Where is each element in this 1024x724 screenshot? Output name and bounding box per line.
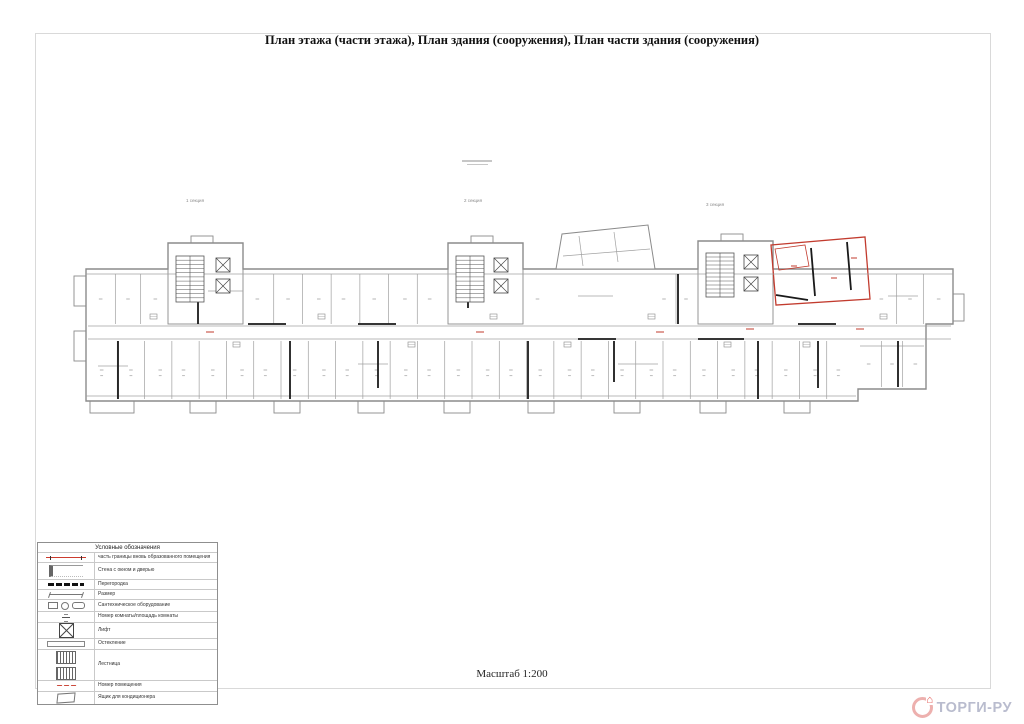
legend-label: Лифт bbox=[94, 623, 217, 638]
room-label-mark bbox=[342, 298, 346, 299]
room-label-mark bbox=[538, 369, 542, 370]
room-label-mark bbox=[182, 369, 186, 370]
room-label-mark bbox=[620, 369, 624, 370]
dimension-symbol bbox=[38, 594, 94, 595]
sanitary-symbol bbox=[38, 602, 94, 610]
room-label-mark bbox=[428, 375, 431, 376]
legend-row-red-line bbox=[38, 552, 217, 562]
legend-label: Лестница bbox=[94, 650, 217, 680]
room-label-mark bbox=[100, 375, 103, 376]
plan-block bbox=[74, 331, 86, 361]
plan-block bbox=[471, 236, 493, 243]
legend-row-dimension bbox=[38, 589, 217, 599]
legend-label: часть границы вновь образованного помещения bbox=[94, 553, 217, 562]
room-label-mark bbox=[158, 369, 162, 370]
premises-number-symbol bbox=[38, 685, 94, 686]
legend-label: Стена с окном и дверью bbox=[94, 563, 217, 579]
room-label-mark bbox=[673, 375, 676, 376]
room-label-mark bbox=[293, 375, 296, 376]
room-label-mark bbox=[130, 375, 133, 376]
room-label-mark bbox=[867, 363, 871, 364]
room-label-mark bbox=[322, 369, 326, 370]
legend-title: Условные обозначения bbox=[95, 544, 160, 551]
house-icon: ⌂ bbox=[926, 694, 934, 706]
room-label-mark bbox=[293, 369, 297, 370]
room-label-mark bbox=[813, 369, 817, 370]
plan-block bbox=[358, 401, 384, 413]
room-label-mark bbox=[404, 375, 407, 376]
room-label-mark bbox=[702, 369, 706, 370]
room-label-mark bbox=[428, 298, 432, 299]
room-label-mark bbox=[211, 369, 215, 370]
room-label-mark bbox=[837, 375, 840, 376]
plan-block bbox=[953, 294, 964, 321]
room-label-mark bbox=[264, 369, 268, 370]
room-label-mark bbox=[457, 369, 461, 370]
torgi-ru-logo-icon bbox=[912, 694, 934, 718]
legend-row-room-number bbox=[38, 611, 217, 622]
room-label-mark bbox=[650, 369, 654, 370]
room-label-mark bbox=[662, 298, 666, 299]
room-label-mark bbox=[403, 298, 407, 299]
room-label-mark bbox=[937, 298, 941, 299]
room-label-mark bbox=[914, 363, 918, 364]
legend-label: Сантехническое оборудование bbox=[94, 600, 217, 611]
room-label-mark bbox=[890, 363, 894, 364]
legend-label: Остекление bbox=[94, 639, 217, 649]
bearing-wall bbox=[847, 242, 851, 290]
legend-row-glazing bbox=[38, 638, 217, 649]
room-label-mark bbox=[591, 369, 595, 370]
section-label: 1 секция bbox=[186, 198, 205, 203]
plan-block bbox=[74, 276, 86, 306]
room-label-mark bbox=[126, 298, 130, 299]
room-label-mark bbox=[240, 369, 244, 370]
room-label-mark bbox=[837, 369, 841, 370]
room-label-mark bbox=[317, 298, 321, 299]
room-label-mark bbox=[486, 375, 489, 376]
partition-symbol bbox=[38, 583, 94, 586]
room-label-mark bbox=[346, 375, 349, 376]
room-label-mark bbox=[99, 298, 103, 299]
legend-label: Перегородка bbox=[94, 580, 217, 589]
room-label-mark bbox=[457, 375, 460, 376]
room-label-mark bbox=[621, 375, 624, 376]
room-label-mark bbox=[731, 369, 735, 370]
room-label-mark bbox=[510, 375, 513, 376]
room-label-mark bbox=[154, 298, 158, 299]
legend-label: Ящик для кондиционера bbox=[94, 692, 217, 704]
room-label-mark bbox=[880, 298, 884, 299]
room-label-mark bbox=[286, 298, 290, 299]
room-label-mark bbox=[241, 375, 244, 376]
room-label-mark bbox=[673, 369, 677, 370]
room-label-mark bbox=[703, 375, 706, 376]
plan-block bbox=[191, 236, 213, 243]
legend-row-premises-number bbox=[38, 680, 217, 691]
room-label-mark bbox=[732, 375, 735, 376]
glazing-symbol bbox=[38, 641, 94, 647]
room-label-mark bbox=[159, 375, 162, 376]
plan-block bbox=[274, 401, 300, 413]
room-label-mark bbox=[427, 369, 431, 370]
room-label-mark bbox=[784, 369, 788, 370]
plan-block bbox=[700, 401, 726, 413]
room-label-mark bbox=[568, 375, 571, 376]
bearing-wall bbox=[811, 248, 815, 296]
floor-plan-svg bbox=[58, 196, 968, 426]
room-label-mark bbox=[784, 375, 787, 376]
room-label-mark bbox=[100, 369, 104, 370]
plan-block bbox=[528, 401, 554, 413]
room-label-mark bbox=[372, 298, 376, 299]
legend-row-sanitary bbox=[38, 599, 217, 611]
ac-box-symbol bbox=[38, 693, 94, 703]
rotated-joint-block bbox=[556, 225, 655, 269]
plan-block bbox=[444, 401, 470, 413]
room-label-mark bbox=[323, 375, 326, 376]
room-label-mark bbox=[591, 375, 594, 376]
plan-block bbox=[614, 401, 640, 413]
legend-row-partition bbox=[38, 579, 217, 589]
room-label-mark bbox=[404, 369, 408, 370]
plan-block bbox=[190, 401, 216, 413]
plan-block bbox=[721, 234, 743, 241]
room-label-mark bbox=[182, 375, 185, 376]
room-label-mark bbox=[536, 298, 540, 299]
room-label-mark bbox=[211, 375, 214, 376]
room-label-mark bbox=[814, 375, 817, 376]
wall-symbol bbox=[38, 565, 94, 577]
legend-row-wall bbox=[38, 562, 217, 579]
room-label-mark bbox=[539, 375, 542, 376]
torgi-ru-logo[interactable] bbox=[912, 694, 1012, 718]
legend-label: Номер комнаты/площадь комнаты bbox=[94, 612, 217, 622]
plan-block bbox=[784, 401, 810, 413]
room-label-mark bbox=[509, 369, 513, 370]
plan-caption-smudge bbox=[462, 160, 492, 167]
page-title: План этажа (части этажа), План здания (сооружения), План части здания (сооружения) bbox=[264, 33, 760, 47]
bearing-wall bbox=[776, 295, 808, 300]
red-line-symbol bbox=[38, 557, 94, 558]
section-label: 2 секция bbox=[464, 198, 483, 203]
legend-row-lift bbox=[38, 622, 217, 638]
lift-symbol bbox=[38, 623, 94, 638]
room-number-symbol bbox=[38, 613, 94, 622]
legend-label: Номер помещения bbox=[94, 681, 217, 691]
logo-text: ТОРГИ-РУ bbox=[936, 699, 1012, 716]
room-label-mark bbox=[129, 369, 133, 370]
section-label: 3 секция bbox=[706, 202, 725, 207]
plan-block bbox=[90, 401, 134, 413]
room-label-mark bbox=[908, 298, 912, 299]
room-label-mark bbox=[345, 369, 349, 370]
room-label-mark bbox=[684, 298, 688, 299]
room-label-mark bbox=[256, 298, 260, 299]
room-label-mark bbox=[486, 369, 490, 370]
legend bbox=[37, 542, 218, 705]
room-label-mark bbox=[650, 375, 653, 376]
scale-label: Масштаб 1:200 bbox=[476, 668, 548, 680]
legend-label: Размер bbox=[94, 590, 217, 599]
room-label-mark bbox=[568, 369, 572, 370]
legend-row-ac-box bbox=[38, 691, 217, 704]
room-label-mark bbox=[264, 375, 267, 376]
